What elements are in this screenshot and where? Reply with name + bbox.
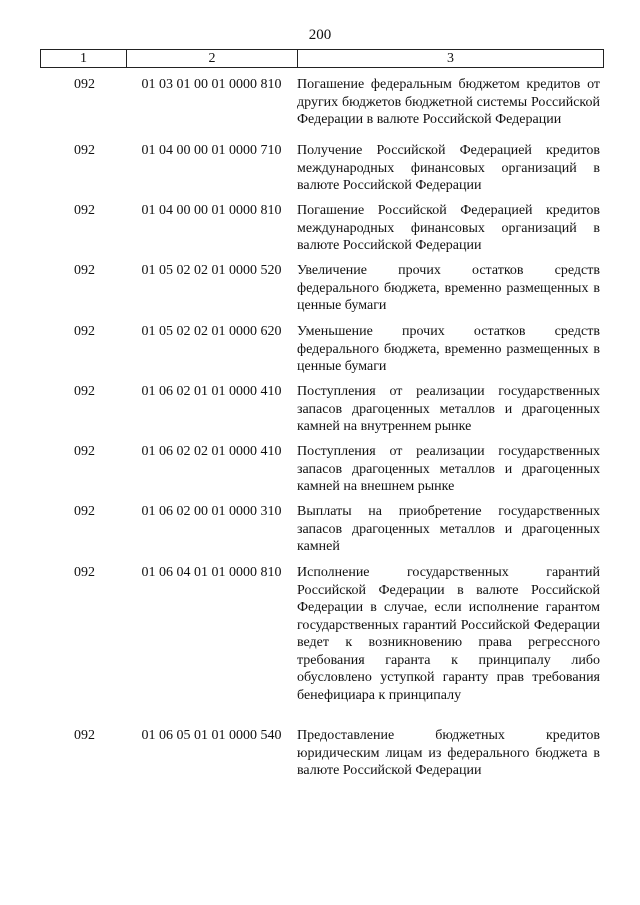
admin-code: 092 [74,77,95,92]
table-row [40,76,604,142]
description: Погашение Российской Федерацией кредитов международных финансовых организаций в валюте Российской Федерации [297,203,600,253]
description: Выплаты на приобретение государственных запасов драгоценных металлов и драгоценных камней [297,504,600,554]
budget-code: 01 04 00 00 01 0000 710 [141,143,282,158]
header-col-1: 1 [41,50,127,67]
table-row [40,202,604,262]
table-row [40,383,604,443]
admin-code: 092 [74,203,95,218]
description: Погашение федеральным бюджетом кредитов от других бюджетов бюджетной системы Российской Федерации в валюте Российской Федерации [297,77,600,127]
admin-code: 092 [74,504,95,519]
budget-code: 01 04 00 00 01 0000 810 [141,203,282,218]
admin-code: 092 [74,263,95,278]
admin-code: 092 [74,728,95,743]
table-row [40,443,604,503]
header-col-3: 3 [447,51,454,66]
header-col-2: 2 [127,50,298,67]
admin-code: 092 [74,324,95,339]
table-row [40,323,604,383]
admin-code: 092 [74,143,95,158]
budget-code: 01 06 02 01 01 0000 410 [141,384,282,399]
budget-code: 01 06 02 02 01 0000 410 [141,444,282,459]
table-header [40,49,604,68]
table-body [40,76,604,787]
budget-code: 01 06 05 01 01 0000 540 [141,728,282,743]
description: Получение Российской Федерацией кредитов международных финансовых организаций в валюте Российской Федерации [297,143,600,193]
budget-code: 01 06 02 00 01 0000 310 [141,504,282,519]
description: Поступления от реализации государственных запасов драгоценных металлов и драгоценных камней на внешнем рынке [297,444,600,494]
table-row [40,727,604,787]
admin-code: 092 [74,384,95,399]
table-row [40,142,604,202]
table-row [40,262,604,323]
description: Увеличение прочих остатков средств федерального бюджета, временно размещенных в ценные бумаги [297,263,600,313]
description: Предоставление бюджетных кредитов юридическим лицам из федерального бюджета в валюте Российской Федерации [297,728,600,778]
budget-code: 01 05 02 02 01 0000 520 [141,263,282,278]
budget-code: 01 05 02 02 01 0000 620 [141,324,282,339]
budget-code: 01 06 04 01 01 0000 810 [141,565,282,580]
description: Исполнение государственных гарантий Российской Федерации в валюте Российской Федерации в случае, если исполнение гарантом государственных гарантий Российской Федерации ведет к возникновению права регрессного требования гаранта к принципалу либо обусловлено уступкой гаранту прав требования бенефициара к принципалу [297,565,600,703]
table-row [40,503,604,564]
admin-code: 092 [74,444,95,459]
table-row [40,564,604,727]
budget-code: 01 03 01 00 01 0000 810 [141,77,282,92]
page-number: 200 [308,27,332,43]
admin-code: 092 [74,565,95,580]
description: Уменьшение прочих остатков средств федерального бюджета, временно размещенных в ценные бумаги [297,324,600,374]
description: Поступления от реализации государственных запасов драгоценных металлов и драгоценных камней на внутреннем рынке [297,384,600,434]
